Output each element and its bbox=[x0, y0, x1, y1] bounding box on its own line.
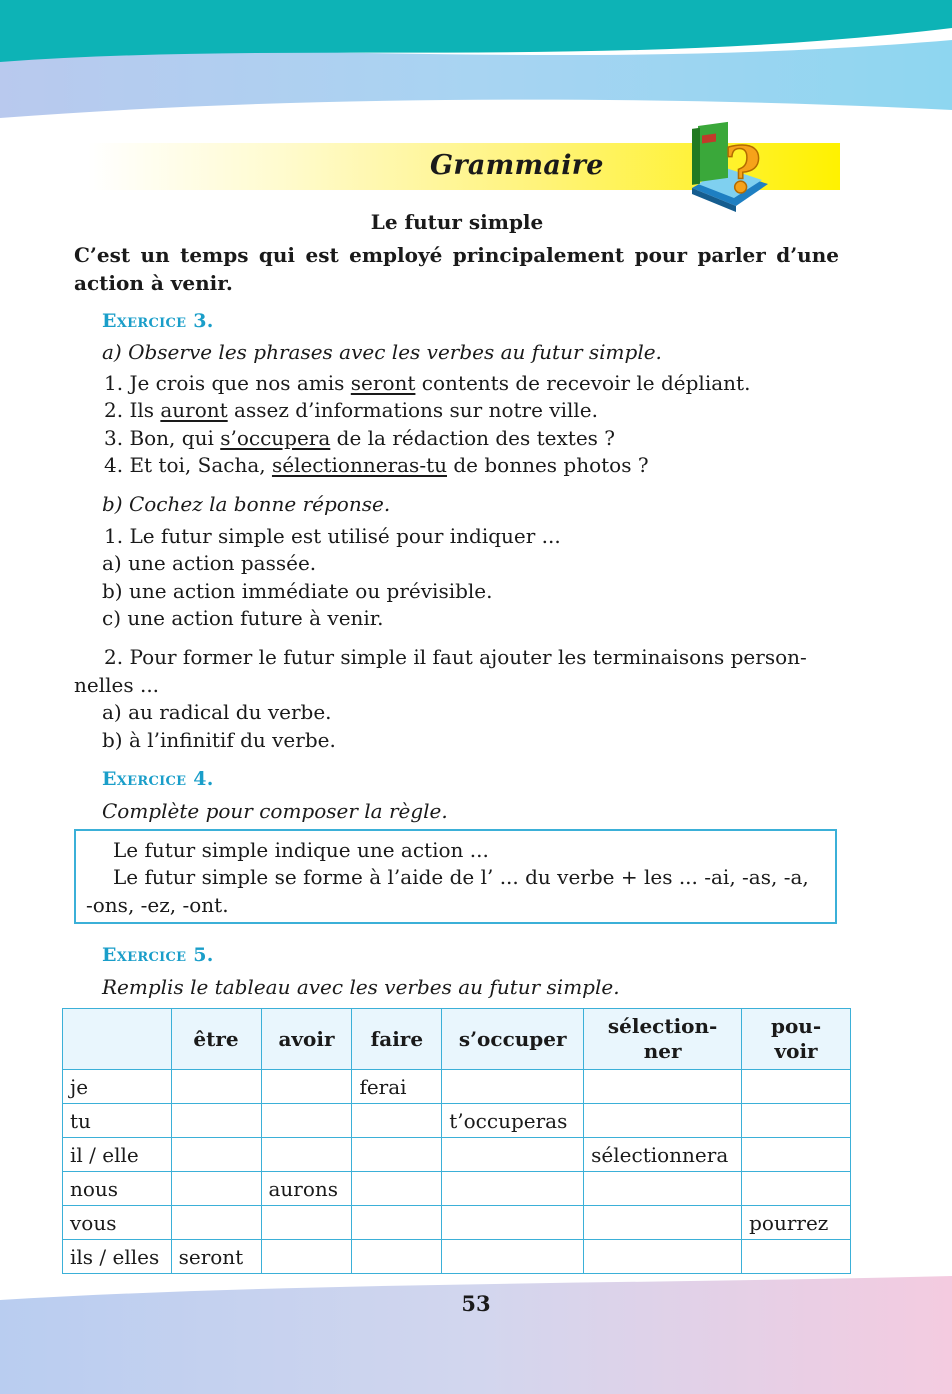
question-2-line-2: nelles ... bbox=[74, 673, 160, 697]
svg-text:?: ? bbox=[724, 133, 762, 208]
table-cell bbox=[171, 1070, 261, 1104]
table-cell: tu bbox=[63, 1104, 172, 1138]
table-cell: seront bbox=[171, 1240, 261, 1274]
table-cell bbox=[171, 1104, 261, 1138]
books-question-mark-icon bbox=[684, 118, 776, 216]
table-cell bbox=[442, 1138, 584, 1172]
table-cell bbox=[584, 1070, 742, 1104]
table-cell bbox=[352, 1240, 442, 1274]
bottom-decorative-band bbox=[0, 1270, 952, 1394]
table-cell bbox=[442, 1172, 584, 1206]
table-cell bbox=[261, 1206, 352, 1240]
table-header-cell: être bbox=[171, 1009, 261, 1070]
rule-line-3: -ons, -ez, -ont. bbox=[86, 893, 229, 917]
table-cell bbox=[171, 1138, 261, 1172]
underlined-verb: s’occupera bbox=[220, 426, 331, 450]
exercise-3-label: Exercice 3. bbox=[102, 310, 214, 332]
table-cell: sélectionnera bbox=[584, 1138, 742, 1172]
rule-line-1: Le futur simple indique une action ... bbox=[113, 838, 489, 862]
table-cell bbox=[352, 1104, 442, 1138]
table-cell bbox=[442, 1240, 584, 1274]
question-1: 1. Le futur simple est utilisé pour indiquer ... bbox=[104, 524, 561, 548]
table-cell bbox=[171, 1172, 261, 1206]
table-cell bbox=[742, 1070, 851, 1104]
q2-option-b: b) à l’infinitif du verbe. bbox=[102, 728, 336, 752]
table-cell: nous bbox=[63, 1172, 172, 1206]
table-header-cell: avoir bbox=[261, 1009, 352, 1070]
exercise-4-label: Exercice 4. bbox=[102, 768, 214, 790]
table-cell: aurons bbox=[261, 1172, 352, 1206]
table-header-row bbox=[63, 1009, 851, 1070]
underlined-verb: auront bbox=[160, 398, 228, 422]
table-cell bbox=[742, 1172, 851, 1206]
sentence-1: 1. Je crois que nos amis seront contents de recevoir le dépliant. bbox=[104, 371, 751, 395]
exercise-5-label: Exercice 5. bbox=[102, 944, 214, 966]
table-cell bbox=[352, 1138, 442, 1172]
exercise-4-instruction: Complète pour composer la règle. bbox=[102, 799, 448, 823]
table-cell: il / elle bbox=[63, 1138, 172, 1172]
table-row bbox=[63, 1104, 851, 1138]
table-row bbox=[63, 1138, 851, 1172]
table-cell bbox=[261, 1138, 352, 1172]
table-cell bbox=[442, 1070, 584, 1104]
table-cell bbox=[584, 1206, 742, 1240]
table-header-cell: pou- voir bbox=[742, 1009, 851, 1070]
table-cell: ferai bbox=[352, 1070, 442, 1104]
conjugation-table bbox=[62, 1008, 851, 1274]
sentence-4: 4. Et toi, Sacha, sélectionneras-tu de bonnes photos ? bbox=[104, 453, 649, 477]
table-cell bbox=[352, 1172, 442, 1206]
table-cell: vous bbox=[63, 1206, 172, 1240]
table-cell: ils / elles bbox=[63, 1240, 172, 1274]
exercise-5-instruction: Remplis le tableau avec les verbes au futur simple. bbox=[102, 975, 620, 999]
table-cell bbox=[171, 1206, 261, 1240]
table-cell bbox=[742, 1240, 851, 1274]
q1-option-c: c) une action future à venir. bbox=[102, 606, 384, 630]
top-decorative-band bbox=[0, 0, 952, 130]
table-cell bbox=[584, 1104, 742, 1138]
exercise-3a-instruction: a) Observe les phrases avec les verbes au futur simple. bbox=[102, 340, 662, 364]
table-cell bbox=[261, 1104, 352, 1138]
table-cell bbox=[584, 1240, 742, 1274]
table-cell bbox=[442, 1206, 584, 1240]
table-header-cell: s’occuper bbox=[442, 1009, 584, 1070]
underlined-verb: sélectionneras-tu bbox=[271, 453, 447, 477]
table-cell bbox=[742, 1104, 851, 1138]
lesson-definition: C’est un temps qui est employé principalement pour parler d’une action à venir. bbox=[74, 243, 839, 295]
table-header-cell: faire bbox=[352, 1009, 442, 1070]
table-row bbox=[63, 1070, 851, 1104]
q1-option-a: a) une action passée. bbox=[102, 551, 317, 575]
question-2-line-1: 2. Pour former le futur simple il faut ajouter les terminaisons person- bbox=[104, 645, 807, 669]
q2-option-a: a) au radical du verbe. bbox=[102, 700, 332, 724]
exercise-3b-instruction: b) Cochez la bonne réponse. bbox=[102, 492, 391, 516]
table-row bbox=[63, 1206, 851, 1240]
lesson-title: Le futur simple bbox=[370, 210, 544, 234]
table-cell bbox=[584, 1172, 742, 1206]
section-title: Grammaire bbox=[430, 150, 604, 181]
table-cell: pourrez bbox=[742, 1206, 851, 1240]
table-cell bbox=[742, 1138, 851, 1172]
underlined-verb: seront bbox=[350, 371, 416, 395]
rule-line-2: Le futur simple se forme à l’aide de l’ ... du verbe + les ... -ai, -as, -a, bbox=[113, 865, 809, 889]
page-number: 53 bbox=[461, 1291, 491, 1316]
table-cell: je bbox=[63, 1070, 172, 1104]
sentence-3: 3. Bon, qui s’occupera de la rédaction des textes ? bbox=[104, 426, 615, 450]
table-cell: t’occuperas bbox=[442, 1104, 584, 1138]
table-cell bbox=[261, 1240, 352, 1274]
table-cell bbox=[261, 1070, 352, 1104]
q1-option-b: b) une action immédiate ou prévisible. bbox=[102, 579, 493, 603]
table-cell bbox=[352, 1206, 442, 1240]
sentence-2: 2. Ils auront assez d’informations sur notre ville. bbox=[104, 398, 598, 422]
table-row bbox=[63, 1172, 851, 1206]
table-header-cell bbox=[63, 1009, 172, 1070]
table-header-cell: sélection- ner bbox=[584, 1009, 742, 1070]
table-row bbox=[63, 1240, 851, 1274]
